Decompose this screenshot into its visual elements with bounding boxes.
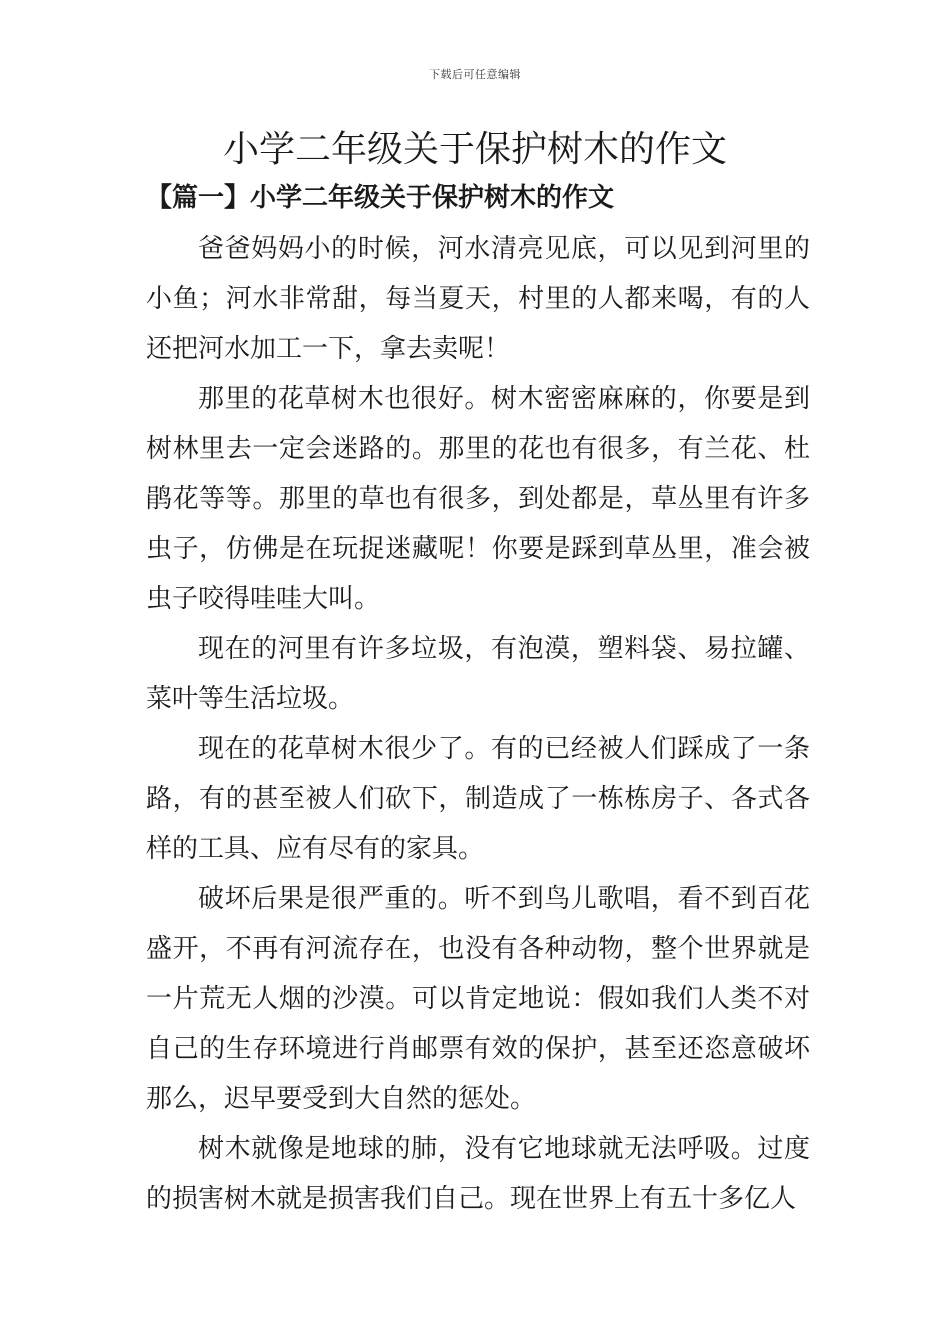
paragraph-2: 那里的花草树木也很好。树木密密麻麻的，你要是到树林里去一定会迷路的。那里的花也有很多，有兰花、杜鹃花等等。那里的草也有很多，到处都是，草丛里有许多虫子，仿佛是在玩捉迷藏呢！你要是踩到草丛里，准会被虫子咬得哇哇大叫。 (146, 384, 810, 614)
paragraph-5: 破坏后果是很严重的。听不到鸟儿歌唱，看不到百花盛开，不再有河流存在，也没有各种动物，整个世界就是一片荒无人烟的沙漠。可以肯定地说：假如我们人类不对自己的生存环境进行肖邮票有效的保护，甚至还恣意破坏那么，迟早要受到大自然的惩处。 (146, 884, 810, 1114)
header-note: 下载后可任意编辑 (429, 68, 521, 81)
paragraph-6: 树木就像是地球的肺，没有它地球就无法呼吸。过度的损害树木就是损害我们自己。现在世界上有五十多亿人 (146, 1134, 810, 1214)
document-title: 小学二年级关于保护树木的作文 (222, 129, 727, 170)
section-heading: 【篇一】小学二年级关于保护树木的作文 (146, 183, 615, 213)
paragraph-1: 爸爸妈妈小的时候，河水清亮见底，可以见到河里的小鱼；河水非常甜，每当夏天，村里的人都来喝，有的人还把河水加工一下，拿去卖呢！ (146, 234, 810, 364)
document-body (146, 224, 810, 1224)
paragraph-3: 现在的河里有许多垃圾，有泡漠，塑料袋、易拉罐、菜叶等生活垃圾。 (146, 634, 810, 714)
paragraph-4: 现在的花草树木很少了。有的已经被人们踩成了一条路，有的甚至被人们砍下，制造成了一栋栋房子、各式各样的工具、应有尽有的家具。 (146, 734, 810, 864)
